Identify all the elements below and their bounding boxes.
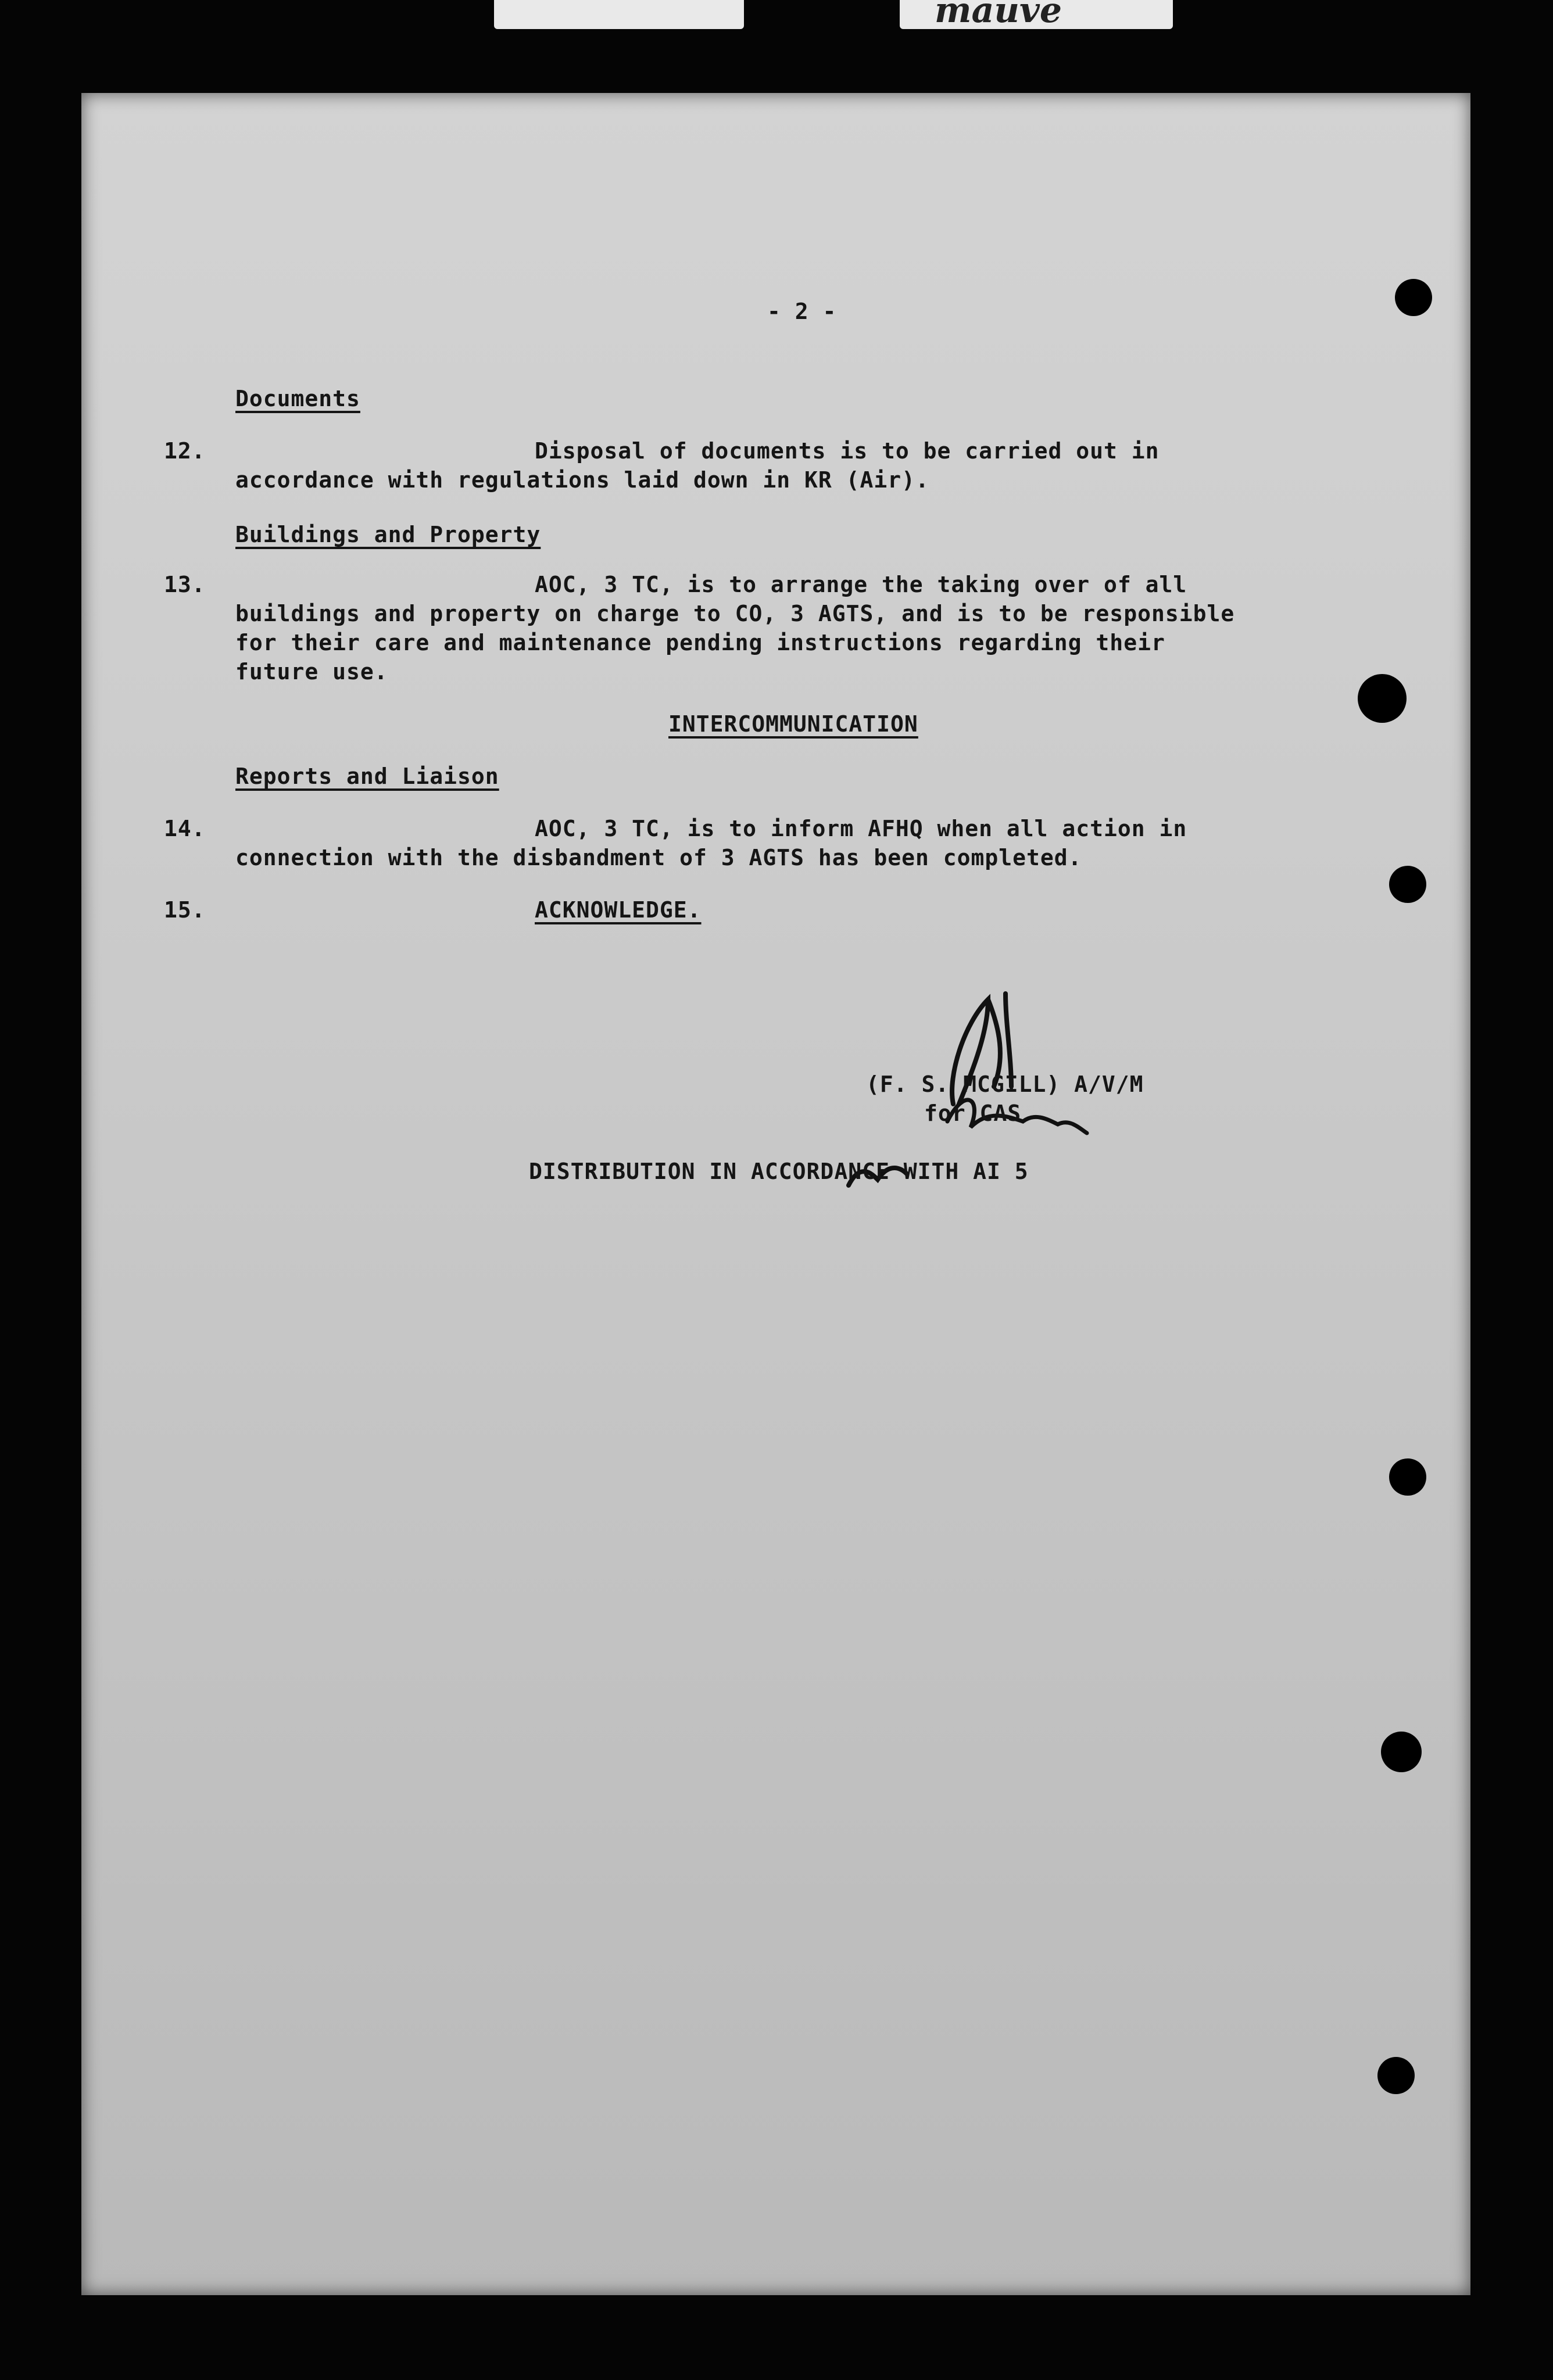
punch-hole-icon [1389,1458,1426,1496]
signature-for-line: for CAS [924,1101,1022,1126]
paragraph-13-line-2: buildings and property on charge to CO, 3 AGTS, and is to be responsible [235,601,1235,626]
paragraph-12-line-1: Disposal of documents is to be carried out in [535,438,1160,464]
document-page [81,93,1470,2295]
paragraph-number-14: 14. [164,816,206,841]
punch-hole-icon [1389,866,1426,903]
punch-hole-icon [1395,279,1432,316]
page-number: - 2 - [767,299,837,324]
signature-name-line: (F. S. MCGILL) A/V/M [866,1071,1144,1097]
section-heading-intercommunication: INTERCOMMUNICATION [668,711,918,737]
section-heading-documents: Documents [235,386,360,411]
tab-label-right-text: mauve [935,0,1062,29]
punch-hole-icon [1358,674,1407,723]
tab-label-right [900,0,1173,29]
punch-hole-icon [1381,1732,1422,1772]
paragraph-number-12: 12. [164,438,206,464]
section-heading-buildings: Buildings and Property [235,522,541,547]
paragraph-13-line-1: AOC, 3 TC, is to arrange the taking over of all [535,572,1187,597]
paragraph-number-15: 15. [164,897,206,923]
tab-label-left [494,0,744,29]
distribution-line: DISTRIBUTION IN ACCORDANCE WITH AI 5 [529,1159,1029,1184]
paragraph-13-line-4: future use. [235,659,388,684]
section-heading-reports: Reports and Liaison [235,764,499,789]
paragraph-12-line-2: accordance with regulations laid down in KR (Air). [235,467,929,493]
paragraph-13-line-3: for their care and maintenance pending instructions regarding their [235,630,1165,655]
paragraph-14-line-2: connection with the disbandment of 3 AGTS has been completed. [235,845,1082,870]
paragraph-number-13: 13. [164,572,206,597]
acknowledge-text: ACKNOWLEDGE. [535,897,702,923]
paragraph-14-line-1: AOC, 3 TC, is to inform AFHQ when all action in [535,816,1187,841]
punch-hole-icon [1377,2057,1415,2094]
